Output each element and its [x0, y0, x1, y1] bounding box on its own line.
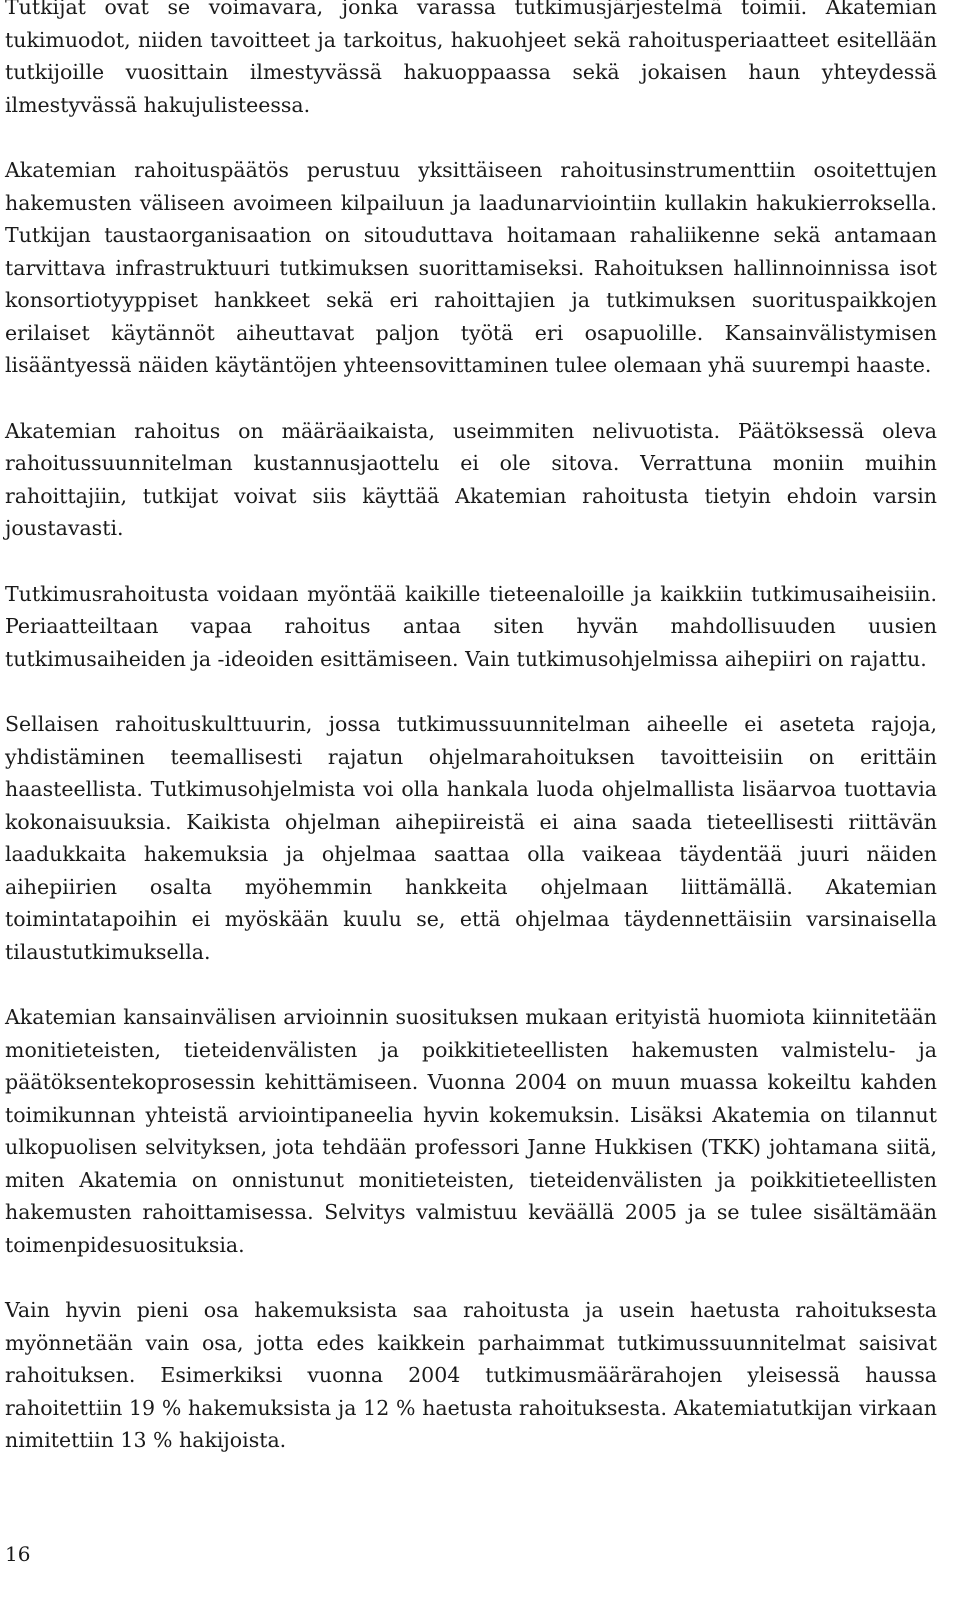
paragraph-3: Akatemian rahoitus on määräaikaista, useimmiten nelivuotista. Päätöksessä oleva rahoitussuunnitelman kustannusjaottelu ei ole sitova. Verrattuna moniin muihin rahoittajiin, tutkijat voivat siis käyttää Akatemian rahoitusta tietyin ehdoin varsin joustavasti.	[5, 418, 937, 540]
document-page	[5, 0, 937, 1490]
paragraph-2: Akatemian rahoituspäätös perustuu yksittäiseen rahoitusinstrumenttiin osoitettujen hakemusten väliseen avoimeen kilpailuun ja laadunarviointiin kullakin hakukierroksella. Tutkijan taustaorganisaation on sitouduttava hoitamaan rahaliikenne sekä antamaan tarvittava infrastruktuuri tutkimuksen suorittamiseksi. Rahoituksen hallinnoinnissa isot konsortiotyyppiset hankkeet sekä eri rahoittajien ja tutkimuksen suorituspaikkojen erilaiset käytännöt aiheuttavat paljon työtä eri osapuolille. Kansainvälistymisen lisääntyessä näiden käytäntöjen yhteensovittaminen tulee olemaan yhä suurempi haaste.	[5, 158, 937, 377]
paragraph-1: Tutkijat ovat se voimavara, jonka varassa tutkimusjärjestelmä toimii. Akatemian tukimuodot, niiden tavoitteet ja tarkoitus, hakuohjeet sekä rahoitusperiaatteet esitellään tutkijoille vuosittain ilmestyvässä hakuoppaassa sekä jokaisen haun yhteydessä ilmestyvässä hakujulisteessa.	[5, 0, 937, 117]
page-number: 16	[5, 1542, 31, 1566]
paragraph-7: Vain hyvin pieni osa hakemuksista saa rahoitusta ja usein haetusta rahoituksesta myönnetään vain osa, jotta edes kaikkein parhaimmat tutkimussuunnitelmat saisivat rahoituksen. Esimerkiksi vuonna 2004 tutkimusmäärärahojen yleisessä haussa rahoitettiin 19 % hakemuksista ja 12 % haetusta rahoituksesta. Akatemiatutkijan virkaan nimitettiin 13 % hakijoista.	[5, 1298, 937, 1452]
paragraph-5: Sellaisen rahoituskulttuurin, jossa tutkimussuunnitelman aiheelle ei aseteta rajoja, yhdistäminen teemallisesti rajatun ohjelmarahoituksen tavoitteisiin on erittäin haasteellista. Tutkimusohjelmista voi olla hankala luoda ohjelmallista lisäarvoa tuottavia kokonaisuuksia. Kaikista ohjelman aihepiireistä ei aina saada tieteellisesti riittävän laadukkaita hakemuksia ja ohjelmaa saattaa olla vaikeaa täydentää juuri näiden aihepiirien osalta myöhemmin hankkeita ohjelmaan liittämällä. Akatemian toimintatapoihin ei myöskään kuulu se, että ohjelmaa täydennettäisiin varsinaisella tilaustutkimuksella.	[5, 712, 937, 964]
paragraph-6: Akatemian kansainvälisen arvioinnin suosituksen mukaan erityistä huomiota kiinnitetään monitieteisten, tieteidenvälisten ja poikkitieteellisten hakemusten valmistelu- ja päätöksentekoprosessin kehittämiseen. Vuonna 2004 on muun muassa kokeiltu kahden toimikunnan yhteistä arviointipaneelia hyvin kokemuksin. Lisäksi Akatemia on tilannut ulkopuolisen selvityksen, jota tehdään professori Janne Hukkisen (TKK) johtamana siitä, miten Akatemia on onnistunut monitieteisten, tieteidenvälisten ja poikkitieteellisten hakemusten rahoittamisessa. Selvitys valmistuu keväällä 2005 ja se tulee sisältämään toimenpidesuosituksia.	[5, 1005, 937, 1257]
paragraph-4: Tutkimusrahoitusta voidaan myöntää kaikille tieteenaloille ja kaikkiin tutkimusaiheisiin. Periaatteiltaan vapaa rahoitus antaa siten hyvän mahdollisuuden uusien tutkimusaiheiden ja -ideoiden esittämiseen. Vain tutkimusohjelmissa aihepiiri on rajattu.	[5, 581, 937, 671]
